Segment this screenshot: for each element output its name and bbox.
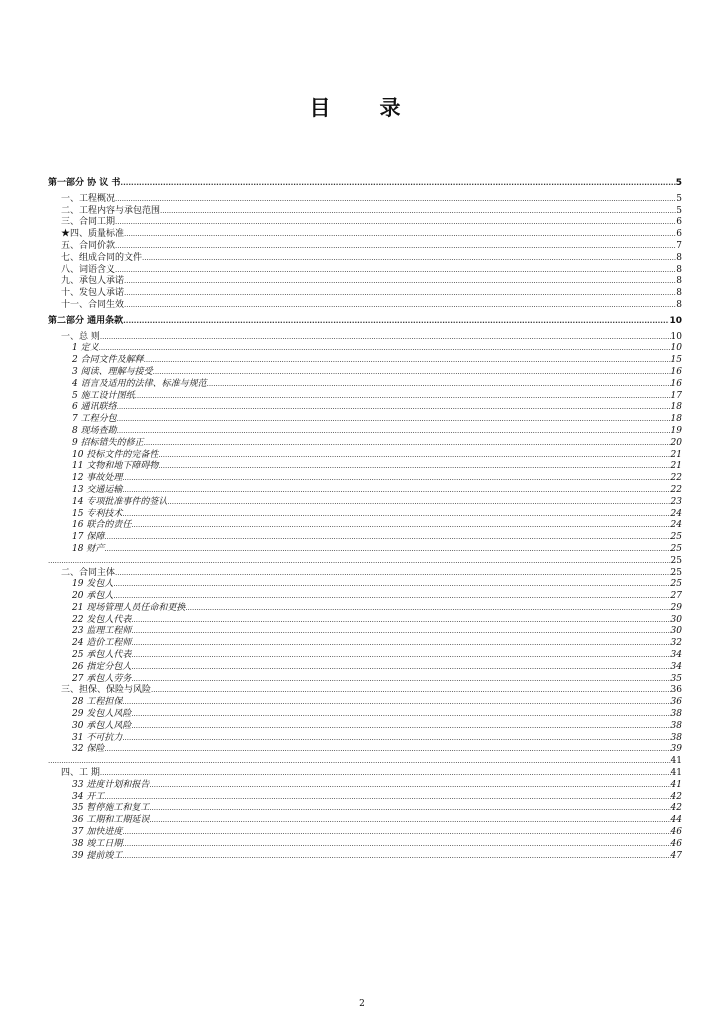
toc-page-number: 10	[670, 331, 682, 342]
toc-entry[interactable]	[48, 721, 682, 733]
toc-label: 12 事故处理	[72, 473, 123, 484]
toc-leader-dots	[131, 674, 670, 686]
toc-leader-dots	[131, 638, 670, 650]
toc-label: 三、担保、保险与风险	[61, 685, 152, 696]
toc-leader-dots	[144, 355, 671, 367]
toc-page-number: 5	[675, 178, 682, 188]
toc-leader-dots	[167, 497, 670, 509]
toc-leader-dots	[160, 206, 676, 218]
toc-chapter[interactable]	[48, 276, 682, 288]
toc-label: 23 监理工程师	[72, 626, 132, 637]
toc-page-number: 15	[670, 355, 682, 366]
toc-entry[interactable]	[48, 615, 682, 627]
toc-entry[interactable]	[48, 544, 682, 556]
toc-entry[interactable]	[48, 839, 682, 851]
toc-page-number: 8	[676, 252, 682, 263]
toc-page-number: 46	[670, 838, 682, 849]
toc-label: 五、合同价款	[61, 240, 116, 251]
toc-page-number: 18	[670, 402, 682, 413]
page-title: 目 录	[309, 96, 415, 120]
toc-leader-dots	[122, 473, 670, 485]
toc-page-number: 10	[670, 343, 682, 354]
toc-label: 第二部分 通用条款	[48, 315, 124, 326]
toc-chapter[interactable]	[48, 253, 682, 265]
toc-entry[interactable]	[48, 343, 682, 355]
toc-page-number: 47	[670, 850, 682, 861]
toc-entry[interactable]	[48, 851, 682, 863]
toc-entry[interactable]	[48, 414, 682, 426]
toc-page-number: 38	[670, 720, 682, 731]
toc-label: 四、工 期	[61, 768, 100, 779]
toc-page-number: 5	[676, 205, 682, 216]
toc-leader-dots	[104, 532, 670, 544]
toc-entry[interactable]	[48, 603, 682, 615]
toc-page-number: 23	[670, 496, 682, 507]
toc-chapter[interactable]	[48, 288, 682, 300]
toc-leader-dots	[104, 792, 670, 804]
toc-entry[interactable]	[48, 520, 682, 532]
toc-entry[interactable]	[48, 756, 682, 768]
toc-page-number: 25	[670, 579, 682, 590]
toc-entry[interactable]	[48, 367, 682, 379]
toc-label: 八、词语含义	[61, 264, 116, 275]
toc-entry[interactable]	[48, 815, 682, 827]
toc-label: 九、承包人承诺	[61, 276, 125, 287]
toc-page-number: 25	[670, 532, 682, 543]
toc-label: 36 工期和工期延误	[72, 815, 150, 826]
toc-chapter[interactable]	[48, 265, 682, 277]
toc-entry[interactable]	[48, 803, 682, 815]
toc-label: 3 阅读、理解与接受	[72, 366, 153, 377]
toc-label: 38 竣工日期	[72, 838, 123, 849]
toc-page-number: 44	[670, 815, 682, 826]
toc-entry[interactable]	[48, 733, 682, 745]
toc-leader-dots	[124, 229, 676, 241]
toc-page-number: 19	[670, 425, 682, 436]
toc-entry[interactable]	[48, 556, 682, 568]
toc-entry[interactable]	[48, 744, 682, 756]
toc-label: 24 造价工程师	[72, 638, 132, 649]
toc-entry[interactable]	[48, 827, 682, 839]
toc-leader-dots	[135, 391, 671, 403]
toc-chapter[interactable]	[48, 568, 682, 580]
toc-page-number: 38	[670, 709, 682, 720]
toc-chapter[interactable]	[48, 206, 682, 218]
toc-label: 七、组成合同的文件	[61, 252, 143, 263]
toc-page-number: 7	[676, 240, 682, 251]
toc-entry[interactable]	[48, 485, 682, 497]
toc-label: 三、合同工期	[61, 217, 116, 228]
toc-entry[interactable]	[48, 450, 682, 462]
toc-page-number: 38	[670, 732, 682, 743]
toc-entry[interactable]	[48, 697, 682, 709]
toc-entry[interactable]	[48, 497, 682, 509]
toc-page-number: 41	[670, 779, 682, 790]
toc-leader-dots	[142, 253, 676, 265]
toc-label: 15 专利技术	[72, 508, 123, 519]
toc-label: 二、合同主体	[61, 567, 116, 578]
toc-page-number: 21	[670, 461, 682, 472]
toc-entry[interactable]	[48, 379, 682, 391]
toc-label: 17 保障	[72, 532, 105, 543]
toc-page-number: 30	[670, 626, 682, 637]
toc-part-heading[interactable]	[48, 178, 682, 190]
toc-entry[interactable]	[48, 402, 682, 414]
toc-label: 22 发包人代表	[72, 614, 132, 625]
toc-page-number: 42	[670, 791, 682, 802]
toc-leader-dots	[149, 780, 670, 792]
toc-page-number: 18	[670, 414, 682, 425]
toc-page-number: 8	[676, 276, 682, 287]
toc-page-number: 42	[670, 803, 682, 814]
toc-leader-dots	[149, 803, 670, 815]
toc-page-number: 34	[670, 661, 682, 672]
toc-label: 9 招标错失的修正	[72, 437, 144, 448]
toc-page-number: 29	[670, 602, 682, 613]
toc-label: 16 联合的责任	[72, 520, 132, 531]
toc-page-number: 17	[670, 390, 682, 401]
toc-leader-dots	[207, 379, 671, 391]
toc-leader-dots	[115, 265, 676, 277]
toc-page-number: 6	[676, 217, 682, 228]
toc-leader-dots	[117, 414, 671, 426]
toc-page-number: 6	[676, 229, 682, 240]
toc-chapter[interactable]	[48, 217, 682, 229]
toc-label: 30 承包人风险	[72, 720, 132, 731]
toc-entry[interactable]	[48, 391, 682, 403]
toc-leader-dots	[122, 697, 670, 709]
toc-label: 十、发包人承诺	[61, 288, 125, 299]
toc-page-number: 10	[669, 315, 682, 326]
toc-leader-dots	[48, 756, 671, 768]
toc-page-number: 27	[670, 591, 682, 602]
toc-label: 20 承包人	[72, 591, 114, 602]
toc-chapter[interactable]	[48, 332, 682, 344]
toc-leader-dots	[131, 662, 670, 674]
toc-leader-dots	[115, 241, 676, 253]
toc-label: 13 交通运输	[72, 484, 123, 495]
toc-leader-dots	[117, 402, 671, 414]
toc-label: 28 工程担保	[72, 697, 123, 708]
toc-leader-dots	[131, 520, 670, 532]
toc-chapter[interactable]	[48, 229, 682, 241]
toc-leader-dots	[104, 544, 670, 556]
toc-entry[interactable]	[48, 473, 682, 485]
toc-leader-dots	[122, 733, 670, 745]
toc-leader-dots	[131, 650, 670, 662]
toc-leader-dots	[158, 450, 670, 462]
toc-entry[interactable]	[48, 509, 682, 521]
toc-leader-dots	[115, 568, 671, 580]
table-of-contents	[48, 178, 682, 862]
toc-page-number: 39	[670, 744, 682, 755]
toc-label: 1 定义	[72, 343, 99, 354]
toc-entry[interactable]	[48, 780, 682, 792]
toc-label: 二、工程内容与承包范围	[61, 205, 161, 216]
toc-label: 一、工程概况	[61, 193, 116, 204]
toc-chapter[interactable]	[48, 768, 682, 780]
toc-page-number: 25	[670, 543, 682, 554]
toc-leader-dots	[158, 461, 670, 473]
toc-label: 21 现场管理人员任命和更换	[72, 602, 186, 613]
toc-leader-dots	[185, 603, 670, 615]
toc-leader-dots	[131, 709, 670, 721]
toc-entry[interactable]	[48, 438, 682, 450]
toc-page-number: 25	[670, 555, 682, 566]
toc-leader-dots	[131, 626, 670, 638]
toc-page-number: 35	[670, 673, 682, 684]
toc-label: 11 文物和地下障碍物	[72, 461, 159, 472]
toc-leader-dots	[151, 685, 671, 697]
toc-label: 一、总 则	[61, 331, 100, 342]
toc-page-number: 5	[676, 193, 682, 204]
toc-leader-dots	[124, 288, 676, 300]
toc-page-number: 8	[676, 288, 682, 299]
toc-leader-dots	[100, 332, 671, 344]
toc-page-number: 36	[670, 697, 682, 708]
toc-page-number: 24	[670, 508, 682, 519]
toc-entry[interactable]	[48, 674, 682, 686]
toc-entry[interactable]	[48, 426, 682, 438]
toc-entry[interactable]	[48, 650, 682, 662]
toc-leader-dots	[122, 839, 670, 851]
toc-label: 第一部分 协 议 书	[48, 178, 121, 188]
toc-chapter[interactable]	[48, 241, 682, 253]
toc-label: 33 进度计划和报告	[72, 779, 150, 790]
toc-entry[interactable]	[48, 638, 682, 650]
toc-label: 十一、合同生效	[61, 299, 125, 310]
toc-leader-dots	[149, 815, 670, 827]
toc-entry[interactable]	[48, 579, 682, 591]
toc-leader-dots	[122, 485, 670, 497]
toc-page-number: 41	[670, 756, 682, 767]
toc-leader-dots	[100, 768, 671, 780]
toc-leader-dots	[153, 367, 671, 379]
toc-leader-dots	[144, 438, 671, 450]
toc-page-number: 20	[670, 437, 682, 448]
toc-label: 34 开工	[72, 791, 105, 802]
toc-label: 35 暂停施工和复工	[72, 803, 150, 814]
toc-chapter[interactable]	[48, 300, 682, 312]
toc-label: 2 合同文件及解释	[72, 355, 144, 366]
toc-leader-dots	[117, 426, 671, 438]
toc-label: 14 专项批准事件的签认	[72, 496, 168, 507]
toc-page-number: 8	[676, 264, 682, 275]
toc-label: 29 发包人风险	[72, 709, 132, 720]
toc-label: 37 加快进度	[72, 827, 123, 838]
toc-page-number: 21	[670, 449, 682, 460]
toc-page-number: 16	[670, 378, 682, 389]
toc-page-number: 22	[670, 473, 682, 484]
toc-page-number: 36	[670, 685, 682, 696]
toc-leader-dots	[113, 579, 670, 591]
toc-label: 27 承包人劳务	[72, 673, 132, 684]
page-number: 2	[359, 999, 365, 1009]
toc-leader-dots	[122, 827, 670, 839]
toc-page-number: 46	[670, 827, 682, 838]
toc-entry[interactable]	[48, 355, 682, 367]
toc-entry[interactable]	[48, 626, 682, 638]
toc-chapter[interactable]	[48, 685, 682, 697]
toc-leader-dots	[124, 276, 676, 288]
toc-label: 26 指定分包人	[72, 661, 132, 672]
toc-leader-dots	[124, 300, 676, 312]
toc-chapter[interactable]	[48, 194, 682, 206]
toc-leader-dots	[113, 591, 670, 603]
toc-leader-dots	[131, 721, 670, 733]
toc-leader-dots	[115, 194, 676, 206]
toc-page-number: 32	[670, 638, 682, 649]
toc-page-number: 24	[670, 520, 682, 531]
toc-label: 39 提前竣工	[72, 850, 123, 861]
toc-label: 19 发包人	[72, 579, 114, 590]
toc-page-number: 16	[670, 366, 682, 377]
toc-page-number: 30	[670, 614, 682, 625]
toc-label: ★四、质量标准	[61, 229, 125, 240]
toc-label: 10 投标文件的完备性	[72, 449, 159, 460]
toc-leader-dots	[48, 556, 671, 568]
toc-label: 18 财产	[72, 543, 105, 554]
toc-label: 5 施工设计图纸	[72, 390, 135, 401]
toc-page-number: 34	[670, 650, 682, 661]
toc-label: 31 不可抗力	[72, 732, 123, 743]
toc-leader-dots	[123, 316, 669, 328]
toc-part-heading[interactable]	[48, 316, 682, 328]
toc-leader-dots	[120, 178, 675, 190]
toc-leader-dots	[122, 851, 670, 863]
toc-entry[interactable]	[48, 662, 682, 674]
toc-page-number: 41	[670, 768, 682, 779]
toc-entry[interactable]	[48, 532, 682, 544]
toc-page-number: 22	[670, 484, 682, 495]
toc-leader-dots	[104, 744, 670, 756]
toc-label: 6 通讯联络	[72, 402, 117, 413]
toc-entry[interactable]	[48, 461, 682, 473]
toc-entry[interactable]	[48, 709, 682, 721]
toc-label: 7 工程分包	[72, 414, 117, 425]
toc-label: 25 承包人代表	[72, 650, 132, 661]
toc-leader-dots	[115, 217, 676, 229]
toc-label: 4 语言及适用的法律、标准与规范	[72, 378, 207, 389]
toc-leader-dots	[122, 509, 670, 521]
toc-entry[interactable]	[48, 591, 682, 603]
toc-entry[interactable]	[48, 792, 682, 804]
toc-label: 32 保险	[72, 744, 105, 755]
toc-leader-dots	[131, 615, 670, 627]
toc-page-number: 25	[670, 567, 682, 578]
toc-label: 8 现场查勘	[72, 425, 117, 436]
toc-leader-dots	[99, 343, 671, 355]
toc-page-number: 8	[676, 299, 682, 310]
